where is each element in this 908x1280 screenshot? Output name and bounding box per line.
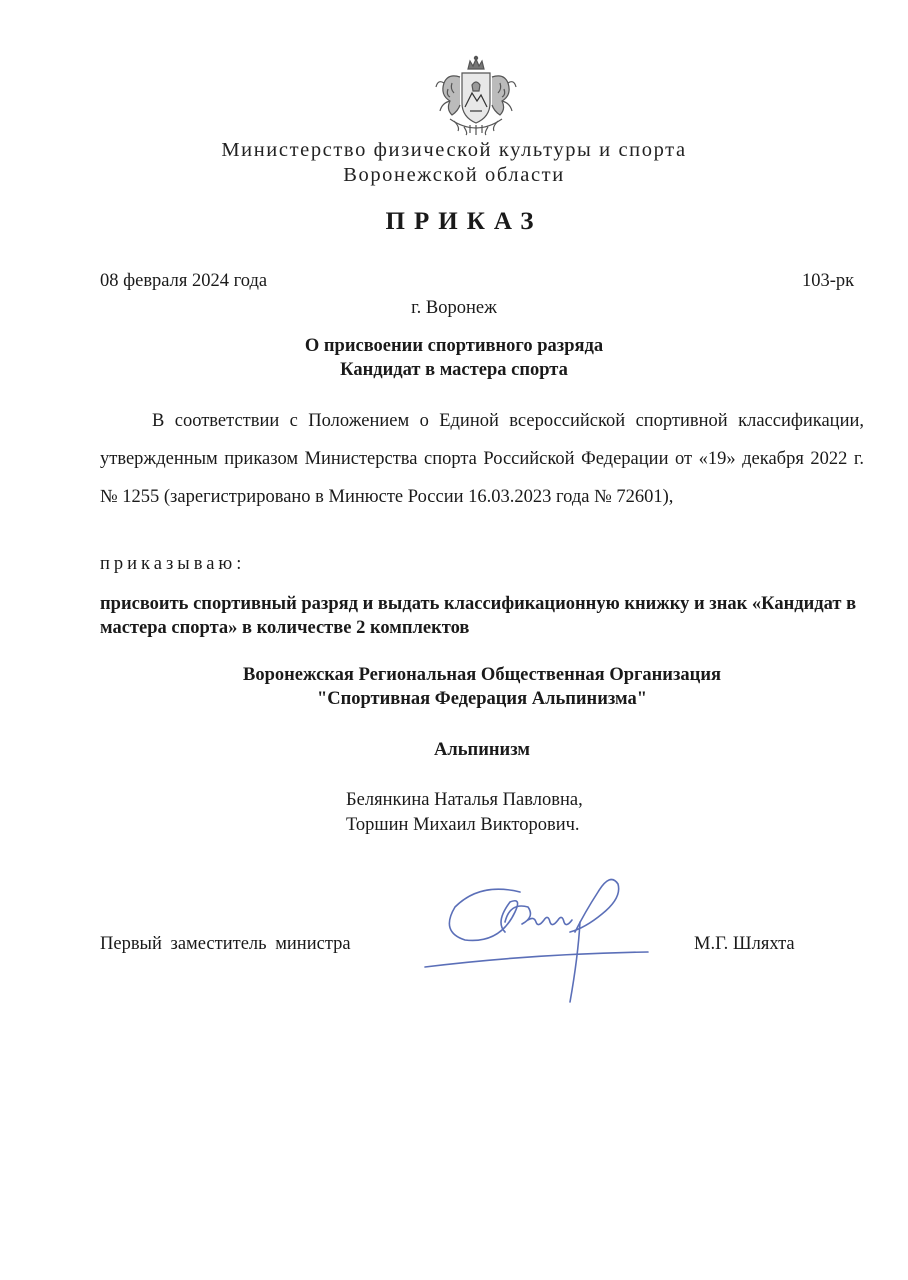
decision-text: присвоить спортивный разряд и выдать классификационную книжку и знак «Кандидат в мастера спорта» в количестве 2 комплектов	[100, 594, 857, 638]
subject-line2: Кандидат в мастера спорта	[340, 360, 568, 380]
organization-line1: Воронежская Региональная Общественная Организация	[243, 665, 721, 685]
organization-line2: "Спортивная Федерация Альпинизма"	[316, 689, 648, 709]
document-title: ПРИКАЗ	[385, 208, 543, 235]
athletes-list	[346, 788, 583, 838]
sport-name: Альпинизм	[434, 740, 530, 760]
document-number: 103-рк	[802, 271, 855, 291]
organization-name	[0, 663, 908, 711]
ministry-name	[0, 138, 908, 188]
subject-line1: О присвоении спортивного разряда	[304, 336, 604, 356]
athlete-item: Торшин Михаил Викторович.	[346, 815, 580, 835]
preamble-text: В соответствии с Положением о Единой всероссийской спортивной классификации, утвержденным приказом Министерства спорта Российской Федерации от «19» декабря 2022 г. № 1255 (зарегистрировано в Минюсте России 16.03.2023 года № 72601),	[100, 411, 864, 507]
signature-icon	[410, 862, 670, 1012]
signatory-position: Первый заместитель министра	[100, 934, 351, 954]
preamble-paragraph	[100, 402, 864, 516]
document-subject	[0, 334, 908, 382]
athlete-item: Белянкина Наталья Павловна,	[346, 790, 583, 810]
document-date: 08 февраля 2024 года	[100, 271, 268, 291]
order-word: приказываю:	[100, 554, 246, 574]
ministry-name-line2: Воронежской области	[343, 164, 565, 186]
ministry-name-line1: Министерство физической культуры и спорта	[221, 139, 687, 161]
coat-of-arms-icon	[430, 55, 522, 139]
document-city: г. Воронеж	[411, 298, 497, 318]
signatory-name: М.Г. Шляхта	[694, 934, 795, 954]
